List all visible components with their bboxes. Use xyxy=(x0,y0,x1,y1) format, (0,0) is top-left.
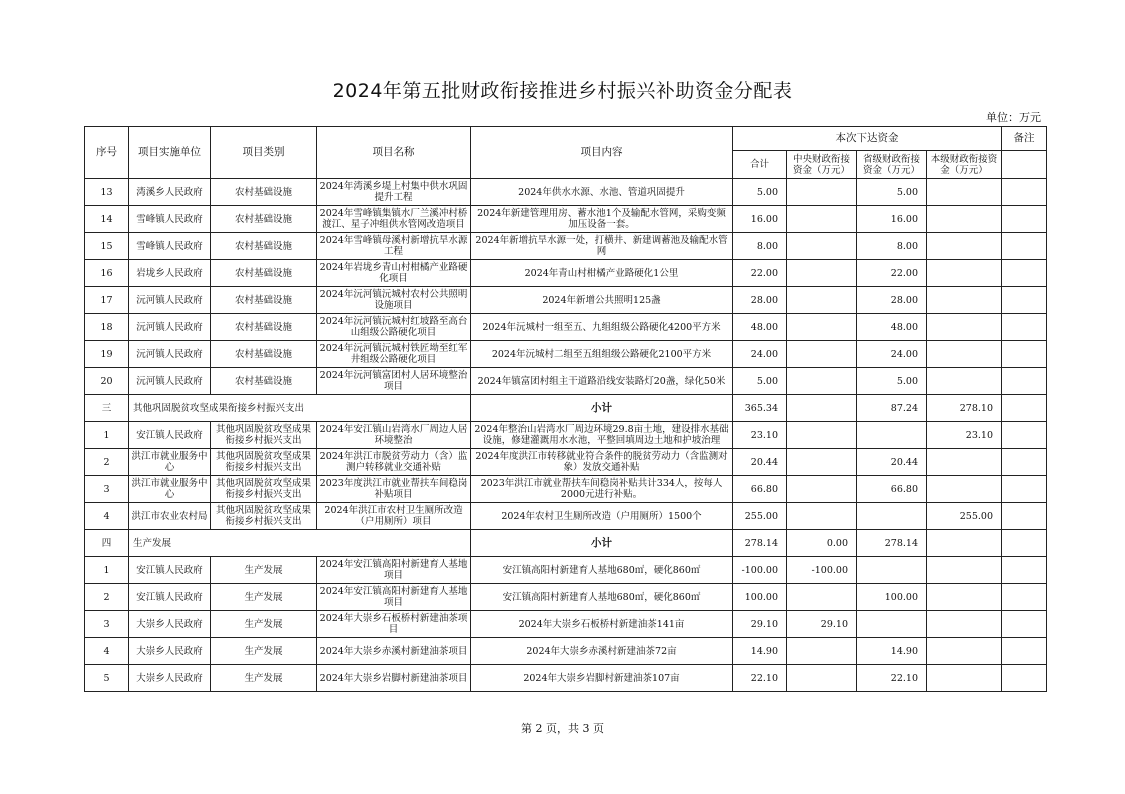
cell-content: 2024年新建管理用房、蓄水池1个及输配水管网，采购变频加压设备一套。 xyxy=(471,206,733,233)
cell-seq: 3 xyxy=(85,476,129,503)
cell-county xyxy=(927,314,1002,341)
cell-content: 2024年沅城村一组至五、九组组级公路硬化4200平方米 xyxy=(471,314,733,341)
cell-central xyxy=(787,341,857,368)
table-row xyxy=(85,206,1047,233)
table-row xyxy=(85,476,1047,503)
cell-content: 2024年大崇乡石板桥村新建油茶141亩 xyxy=(471,611,733,638)
page-title: 2024年第五批财政衔接推进乡村振兴补助资金分配表 xyxy=(332,80,793,102)
cell-county xyxy=(927,179,1002,206)
cell-central xyxy=(787,503,857,530)
cell-category: 农村基础设施 xyxy=(211,341,317,368)
cell-county xyxy=(927,206,1002,233)
cell-content: 2024年大崇乡岩脚村新建油茶107亩 xyxy=(471,665,733,692)
cell-project-name: 2024年安江镇山岩湾水厂周边人居环境整治 xyxy=(317,422,471,449)
table-row xyxy=(85,287,1047,314)
cell-remark xyxy=(1002,233,1047,260)
cell-total: 22.10 xyxy=(733,665,787,692)
cell-seq: 四 xyxy=(85,530,129,557)
cell-total: 14.90 xyxy=(733,638,787,665)
cell-seq: 18 xyxy=(85,314,129,341)
cell-category: 生产发展 xyxy=(211,584,317,611)
table-row xyxy=(85,638,1047,665)
cell-unit: 沅河镇人民政府 xyxy=(129,314,211,341)
cell-category: 农村基础设施 xyxy=(211,287,317,314)
table-row xyxy=(85,665,1047,692)
cell-total: 20.44 xyxy=(733,449,787,476)
cell-seq: 1 xyxy=(85,557,129,584)
cell-unit: 雪峰镇人民政府 xyxy=(129,233,211,260)
header-remarks-blank xyxy=(1002,151,1047,179)
cell-county xyxy=(927,368,1002,395)
cell-seq: 16 xyxy=(85,260,129,287)
cell-category: 其他巩固脱贫攻坚成果衔接乡村振兴支出 xyxy=(211,422,317,449)
cell-content: 2024年镇富团村组主干道路沿线安装路灯20盏，绿化50米 xyxy=(471,368,733,395)
cell-seq: 2 xyxy=(85,584,129,611)
cell-remark xyxy=(1002,314,1047,341)
header-central: 中央财政衔接资金（万元） xyxy=(787,151,857,179)
cell-total: 8.00 xyxy=(733,233,787,260)
cell-category: 农村基础设施 xyxy=(211,179,317,206)
cell-remark xyxy=(1002,611,1047,638)
cell-unit: 大崇乡人民政府 xyxy=(129,638,211,665)
header-row-1 xyxy=(85,127,1047,151)
header-seq: 序号 xyxy=(85,127,129,179)
header-total: 合计 xyxy=(733,151,787,179)
cell-seq: 17 xyxy=(85,287,129,314)
cell-project-name: 2024年湾溪乡堤上村集中供水巩固提升工程 xyxy=(317,179,471,206)
cell-central xyxy=(787,449,857,476)
cell-central xyxy=(787,476,857,503)
cell-central xyxy=(787,368,857,395)
cell-section-label: 其他巩固脱贫攻坚成果衔接乡村振兴支出 xyxy=(129,395,471,422)
table-row xyxy=(85,557,1047,584)
cell-total: 5.00 xyxy=(733,179,787,206)
cell-total: 100.00 xyxy=(733,584,787,611)
cell-seq: 2 xyxy=(85,449,129,476)
cell-project-name: 2024年岩垅乡青山村柑橘产业路硬化项目 xyxy=(317,260,471,287)
cell-county xyxy=(927,665,1002,692)
cell-provincial: 28.00 xyxy=(857,287,927,314)
cell-central: -100.00 xyxy=(787,557,857,584)
cell-content: 2024年新增抗旱水源一处，打横井、新建调蓄池及输配水管网 xyxy=(471,233,733,260)
cell-remark xyxy=(1002,422,1047,449)
allocation-table xyxy=(84,126,1047,692)
cell-county: 255.00 xyxy=(927,503,1002,530)
cell-county xyxy=(927,287,1002,314)
cell-project-name: 2024年洪江市脱贫劳动力（含）监测户转移就业交通补贴 xyxy=(317,449,471,476)
cell-provincial: 5.00 xyxy=(857,368,927,395)
cell-unit: 岩垅乡人民政府 xyxy=(129,260,211,287)
cell-content: 2024年新增公共照明125盏 xyxy=(471,287,733,314)
cell-remark xyxy=(1002,530,1047,557)
cell-category: 生产发展 xyxy=(211,611,317,638)
cell-provincial: 22.00 xyxy=(857,260,927,287)
header-funds-group: 本次下达资金 xyxy=(733,127,1002,151)
cell-central xyxy=(787,665,857,692)
cell-provincial: 14.90 xyxy=(857,638,927,665)
section-row xyxy=(85,395,1047,422)
cell-remark xyxy=(1002,179,1047,206)
cell-unit: 沅河镇人民政府 xyxy=(129,287,211,314)
cell-total: 48.00 xyxy=(733,314,787,341)
cell-seq: 4 xyxy=(85,503,129,530)
table-row xyxy=(85,611,1047,638)
table-body xyxy=(85,179,1047,692)
cell-category: 其他巩固脱贫攻坚成果衔接乡村振兴支出 xyxy=(211,476,317,503)
cell-unit: 湾溪乡人民政府 xyxy=(129,179,211,206)
cell-provincial: 8.00 xyxy=(857,233,927,260)
cell-category: 农村基础设施 xyxy=(211,368,317,395)
cell-county xyxy=(927,638,1002,665)
cell-project-name: 2024年安江镇高阳村新建育人基地项目 xyxy=(317,557,471,584)
cell-county xyxy=(927,260,1002,287)
cell-seq: 三 xyxy=(85,395,129,422)
cell-central xyxy=(787,638,857,665)
cell-seq: 19 xyxy=(85,341,129,368)
unit-label: 单位：万元 xyxy=(986,111,1041,124)
cell-seq: 1 xyxy=(85,422,129,449)
header-unit: 项目实施单位 xyxy=(129,127,211,179)
cell-county xyxy=(927,341,1002,368)
cell-project-name: 2024年沅河镇沅城村红坡路至高台山组级公路硬化项目 xyxy=(317,314,471,341)
cell-seq: 14 xyxy=(85,206,129,233)
cell-content: 2024年沅城村二组至五组组级公路硬化2100平方米 xyxy=(471,341,733,368)
cell-remark xyxy=(1002,503,1047,530)
cell-category: 其他巩固脱贫攻坚成果衔接乡村振兴支出 xyxy=(211,503,317,530)
cell-county xyxy=(927,557,1002,584)
table-row xyxy=(85,449,1047,476)
cell-remark xyxy=(1002,260,1047,287)
cell-total: 16.00 xyxy=(733,206,787,233)
cell-remark xyxy=(1002,557,1047,584)
cell-unit: 安江镇人民政府 xyxy=(129,422,211,449)
cell-subtotal: 小计 xyxy=(471,395,733,422)
cell-total: 278.14 xyxy=(733,530,787,557)
cell-provincial: 48.00 xyxy=(857,314,927,341)
cell-county xyxy=(927,584,1002,611)
cell-central xyxy=(787,287,857,314)
header-remarks: 备注 xyxy=(1002,127,1047,151)
cell-project-name: 2024年雪峰镇集镇水厂兰溪冲村桥渡江、星子冲组供水管网改造项目 xyxy=(317,206,471,233)
section-row xyxy=(85,530,1047,557)
cell-unit: 洪江市就业服务中心 xyxy=(129,476,211,503)
cell-provincial: 20.44 xyxy=(857,449,927,476)
cell-seq: 13 xyxy=(85,179,129,206)
cell-project-name: 2024年沅河镇沅城村铁匠坳至红军井组级公路硬化项目 xyxy=(317,341,471,368)
cell-remark xyxy=(1002,476,1047,503)
table-row xyxy=(85,233,1047,260)
cell-county xyxy=(927,476,1002,503)
cell-unit: 大崇乡人民政府 xyxy=(129,611,211,638)
cell-category: 农村基础设施 xyxy=(211,314,317,341)
cell-total: 23.10 xyxy=(733,422,787,449)
table-row xyxy=(85,260,1047,287)
cell-provincial: 22.10 xyxy=(857,665,927,692)
table-row xyxy=(85,314,1047,341)
cell-central: 29.10 xyxy=(787,611,857,638)
cell-county xyxy=(927,611,1002,638)
cell-unit: 洪江市就业服务中心 xyxy=(129,449,211,476)
cell-unit: 安江镇人民政府 xyxy=(129,584,211,611)
cell-total: 66.80 xyxy=(733,476,787,503)
cell-seq: 15 xyxy=(85,233,129,260)
cell-project-name: 2023年度洪江市就业帮扶车间稳岗补贴项目 xyxy=(317,476,471,503)
cell-unit: 雪峰镇人民政府 xyxy=(129,206,211,233)
cell-total: 29.10 xyxy=(733,611,787,638)
cell-unit: 安江镇人民政府 xyxy=(129,557,211,584)
header-project-name: 项目名称 xyxy=(317,127,471,179)
cell-section-label: 生产发展 xyxy=(129,530,471,557)
cell-remark xyxy=(1002,287,1047,314)
cell-central xyxy=(787,179,857,206)
cell-total: 5.00 xyxy=(733,368,787,395)
cell-project-name: 2024年洪江市农村卫生厕所改造（户用厕所）项目 xyxy=(317,503,471,530)
cell-seq: 3 xyxy=(85,611,129,638)
cell-provincial: 100.00 xyxy=(857,584,927,611)
cell-provincial: 24.00 xyxy=(857,341,927,368)
cell-provincial xyxy=(857,557,927,584)
cell-central xyxy=(787,206,857,233)
cell-central xyxy=(787,233,857,260)
cell-project-name: 2024年大崇乡岩脚村新建油茶项目 xyxy=(317,665,471,692)
cell-remark xyxy=(1002,665,1047,692)
cell-category: 其他巩固脱贫攻坚成果衔接乡村振兴支出 xyxy=(211,449,317,476)
cell-content: 2024年度洪江市转移就业符合条件的脱贫劳动力（含监测对象）发放交通补贴 xyxy=(471,449,733,476)
header-provincial: 省级财政衔接资金（万元） xyxy=(857,151,927,179)
table-row xyxy=(85,368,1047,395)
table-row xyxy=(85,422,1047,449)
cell-total: 24.00 xyxy=(733,341,787,368)
cell-county xyxy=(927,530,1002,557)
cell-category: 农村基础设施 xyxy=(211,233,317,260)
cell-project-name: 2024年沅河镇沅城村农村公共照明设施项目 xyxy=(317,287,471,314)
cell-content: 2024年青山村柑橘产业路硬化1公里 xyxy=(471,260,733,287)
cell-county xyxy=(927,449,1002,476)
cell-provincial: 278.14 xyxy=(857,530,927,557)
cell-provincial xyxy=(857,503,927,530)
table-row xyxy=(85,503,1047,530)
cell-unit: 沅河镇人民政府 xyxy=(129,368,211,395)
cell-content: 2024年整治山岩湾水厂周边环境29.8亩土地，建设排水基础设施，修建灌溉用水水池，平整回填周边土地和护坡治理 xyxy=(471,422,733,449)
cell-central xyxy=(787,314,857,341)
cell-category: 生产发展 xyxy=(211,638,317,665)
cell-project-name: 2024年大崇乡赤溪村新建油茶项目 xyxy=(317,638,471,665)
cell-remark xyxy=(1002,449,1047,476)
table-row xyxy=(85,341,1047,368)
cell-provincial xyxy=(857,611,927,638)
cell-category: 生产发展 xyxy=(211,557,317,584)
cell-content: 2023年洪江市就业帮扶车间稳岗补贴共计334人，按每人2000元进行补贴。 xyxy=(471,476,733,503)
cell-central xyxy=(787,584,857,611)
cell-project-name: 2024年安江镇高阳村新建育人基地项目 xyxy=(317,584,471,611)
cell-provincial: 87.24 xyxy=(857,395,927,422)
cell-unit: 沅河镇人民政府 xyxy=(129,341,211,368)
cell-category: 农村基础设施 xyxy=(211,206,317,233)
cell-total: -100.00 xyxy=(733,557,787,584)
cell-remark xyxy=(1002,368,1047,395)
header-content: 项目内容 xyxy=(471,127,733,179)
cell-unit: 洪江市农业农村局 xyxy=(129,503,211,530)
cell-total: 365.34 xyxy=(733,395,787,422)
cell-central: 0.00 xyxy=(787,530,857,557)
cell-project-name: 2024年雪峰镇母溪村新增抗旱水源工程 xyxy=(317,233,471,260)
cell-remark xyxy=(1002,206,1047,233)
cell-seq: 4 xyxy=(85,638,129,665)
cell-central xyxy=(787,422,857,449)
page-footer: 第 2 页，共 3 页 xyxy=(521,722,604,735)
header-category: 项目类别 xyxy=(211,127,317,179)
cell-project-name: 2024年沅河镇富团村人居环境整治项目 xyxy=(317,368,471,395)
cell-project-name: 2024年大崇乡石板桥村新建油茶项目 xyxy=(317,611,471,638)
cell-content: 安江镇高阳村新建育人基地680㎡，硬化860㎡ xyxy=(471,584,733,611)
cell-total: 22.00 xyxy=(733,260,787,287)
cell-county xyxy=(927,233,1002,260)
cell-remark xyxy=(1002,638,1047,665)
cell-seq: 5 xyxy=(85,665,129,692)
cell-county: 23.10 xyxy=(927,422,1002,449)
cell-unit: 大崇乡人民政府 xyxy=(129,665,211,692)
cell-content: 2024年供水水源、水池、管道巩固提升 xyxy=(471,179,733,206)
cell-content: 2024年大崇乡赤溪村新建油茶72亩 xyxy=(471,638,733,665)
cell-seq: 20 xyxy=(85,368,129,395)
cell-remark xyxy=(1002,584,1047,611)
cell-provincial: 66.80 xyxy=(857,476,927,503)
cell-total: 255.00 xyxy=(733,503,787,530)
cell-provincial xyxy=(857,422,927,449)
table-row xyxy=(85,584,1047,611)
cell-category: 农村基础设施 xyxy=(211,260,317,287)
cell-total: 28.00 xyxy=(733,287,787,314)
header-county: 本级财政衔接资金（万元） xyxy=(927,151,1002,179)
cell-central xyxy=(787,395,857,422)
cell-provincial: 16.00 xyxy=(857,206,927,233)
cell-remark xyxy=(1002,395,1047,422)
cell-county: 278.10 xyxy=(927,395,1002,422)
cell-category: 生产发展 xyxy=(211,665,317,692)
table-row xyxy=(85,179,1047,206)
cell-subtotal: 小计 xyxy=(471,530,733,557)
cell-content: 2024年农村卫生厕所改造（户用厕所）1500个 xyxy=(471,503,733,530)
cell-remark xyxy=(1002,341,1047,368)
cell-provincial: 5.00 xyxy=(857,179,927,206)
cell-content: 安江镇高阳村新建育人基地680㎡，硬化860㎡ xyxy=(471,557,733,584)
cell-central xyxy=(787,260,857,287)
